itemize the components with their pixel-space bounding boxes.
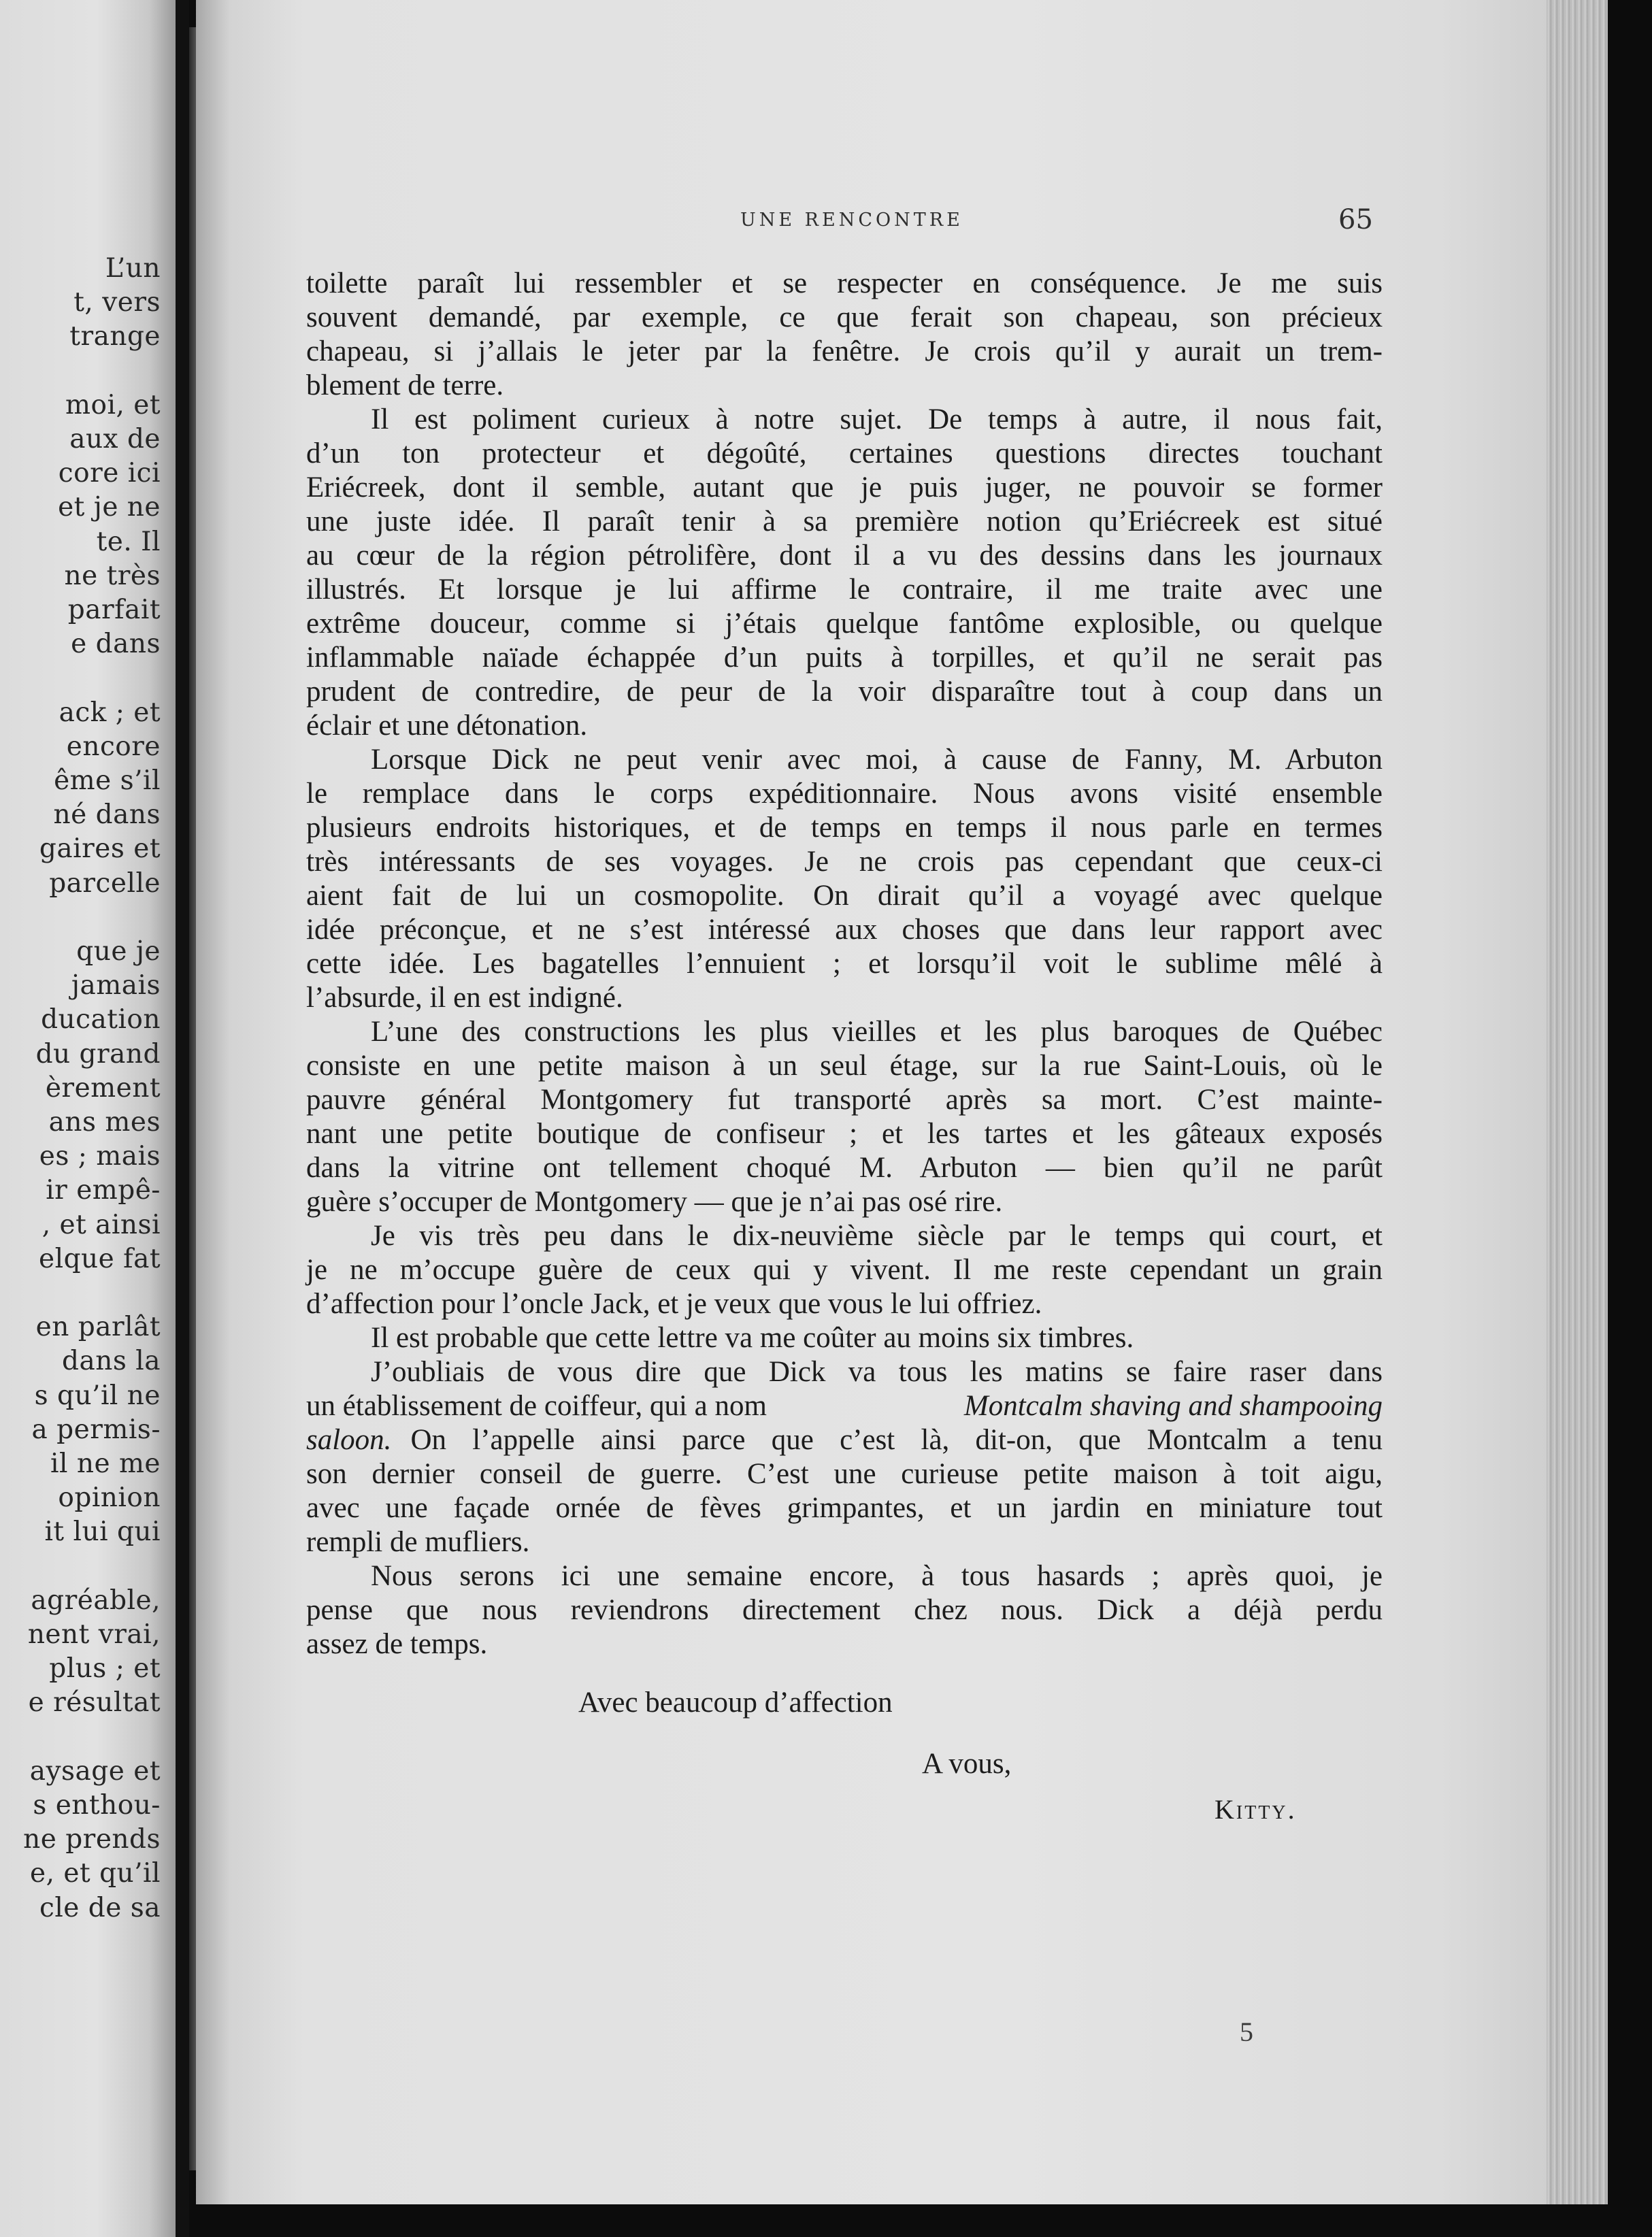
facing-page-line-fragment: parcelle <box>49 868 161 899</box>
facing-page-line-fragment: ack ; et <box>59 697 161 728</box>
facing-page-line-fragment: ême s’il <box>54 765 161 796</box>
facing-page-line-fragment: aux de <box>69 424 161 454</box>
letter-signature: Kitty. <box>1215 1794 1297 1825</box>
text-line: pense que nous reviendrons directement chez nous. Dick a déjà perdu <box>306 1594 1383 1626</box>
facing-page-line-fragment: e, et qu’il <box>30 1858 161 1889</box>
facing-page-line-fragment: encore <box>66 731 161 762</box>
facing-page-line-fragment: en parlât <box>35 1312 161 1342</box>
text-line: Eriécreek, dont il semble, autant que je puis juger, ne pouvoir se former <box>306 471 1383 503</box>
text-line: inflammable naïade échappée d’un puits à torpilles, et qu’il ne serait pas <box>306 642 1383 674</box>
text-line: J’oubliais de vous dire que Dick va tous les matins se faire raser dans <box>371 1356 1383 1388</box>
facing-page-line-fragment: plus ; et <box>49 1653 161 1684</box>
facing-page-line-fragment: dans la <box>62 1346 161 1376</box>
text-line: pauvre général Montgomery fut transporté après sa mort. C’est mainte- <box>306 1084 1383 1116</box>
text-line: rempli de mufliers. <box>306 1526 530 1558</box>
text-line: l’absurde, il en est indigné. <box>306 982 623 1014</box>
facing-page-line-fragment: il ne me <box>50 1448 161 1479</box>
running-title: UNE RENCONTRE <box>740 210 963 231</box>
facing-page-line-fragment: cle de sa <box>39 1893 161 1923</box>
text-segment: un établissement de coiffeur, qui a nom <box>306 1390 767 1422</box>
page-stack-edge <box>1547 0 1608 2204</box>
text-line: avec une façade ornée de fèves grimpantes, et un jardin en miniature tout <box>306 1492 1383 1524</box>
text-line: toilette paraît lui ressembler et se respecter en conséquence. Je me suis <box>306 267 1383 299</box>
text-line: cette idée. Les bagatelles l’ennuient ; et lorsqu’il voit le sublime mêlé à <box>306 948 1383 980</box>
text-line: aient fait de lui un cosmopolite. On dirait qu’il a voyagé avec quelque <box>306 880 1383 912</box>
letter-salutation: Avec beaucoup d’affection <box>578 1687 893 1719</box>
facing-page-line-fragment: parfait <box>67 595 161 625</box>
facing-page-line-fragment: s qu’il ne <box>34 1380 161 1411</box>
text-line: consiste en une petite maison à un seul étage, sur la rue Saint-Louis, où le <box>306 1050 1383 1082</box>
shop-name-italic: saloon. <box>306 1424 392 1456</box>
text-line: idée préconçue, et ne s’est intéressé aux choses que dans leur rapport avec <box>306 914 1383 946</box>
facing-page-line-fragment: ir empê- <box>46 1175 161 1206</box>
facing-page-line-fragment: gaires et <box>39 833 161 864</box>
text-line: souvent demandé, par exemple, ce que ferait son chapeau, son précieux <box>306 301 1383 333</box>
facing-page-line-fragment: nent vrai, <box>27 1619 161 1650</box>
book-gutter <box>176 0 189 2237</box>
signature-mark: 5 <box>1240 2017 1253 2047</box>
facing-page-line-fragment: ne prends <box>23 1824 161 1855</box>
text-line: blement de terre. <box>306 369 504 401</box>
facing-page-line-fragment: agréable, <box>31 1585 161 1616</box>
facing-page-line-fragment: jamais <box>71 970 161 1001</box>
text-line: d’affection pour l’oncle Jack, et je veux que vous le lui offriez. <box>306 1288 1042 1320</box>
page-number: 65 <box>1338 204 1373 235</box>
text-line: nant une petite boutique de confiseur ; et les tartes et les gâteaux exposés <box>306 1118 1383 1150</box>
text-line: illustrés. Et lorsque je lui affirme le contraire, il me traite avec une <box>306 574 1383 606</box>
facing-page-line-fragment: core ici <box>58 458 161 488</box>
facing-page-line-fragment: èrement <box>45 1073 161 1104</box>
facing-page-line-fragment: te. Il <box>96 527 161 557</box>
text-line: chapeau, si j’allais le jeter par la fenêtre. Je crois qu’il y aurait un trem- <box>306 335 1383 367</box>
text-line-mixed <box>306 1389 1383 1423</box>
facing-page-line-fragment: et je ne <box>58 492 161 523</box>
text-line: Lorsque Dick ne peut venir avec moi, à cause de Fanny, M. Arbuton <box>371 744 1383 776</box>
facing-page-line-fragment: it lui qui <box>44 1517 161 1547</box>
text-line: extrême douceur, comme si j’étais quelque fantôme explosible, ou quelque <box>306 608 1383 640</box>
facing-page-line-fragment: né dans <box>53 799 161 830</box>
text-segment: On l’appelle ainsi parce que c’est là, dit-on, que Montcalm a tenu <box>410 1424 1383 1456</box>
facing-page-line-fragment: e dans <box>71 629 161 659</box>
facing-page-line-fragment: opinion <box>58 1482 161 1513</box>
text-line: très intéressants de ses voyages. Je ne crois pas cependant que ceux-ci <box>306 846 1383 878</box>
text-line: Nous serons ici une semaine encore, à tous hasards ; après quoi, je <box>371 1560 1383 1592</box>
facing-page-line-fragment: e résultat <box>28 1687 161 1718</box>
text-line: prudent de contredire, de peur de la voir disparaître tout à coup dans un <box>306 676 1383 708</box>
shop-name-italic: Montcalm shaving and shampooing <box>963 1390 1383 1422</box>
facing-page-line-fragment: que je <box>76 936 161 967</box>
text-line: son dernier conseil de guerre. C’est une curieuse petite maison à toit aigu, <box>306 1458 1383 1490</box>
facing-page-line-fragment: , et ainsi <box>42 1210 161 1240</box>
text-line: L’une des constructions les plus vieilles et les plus baroques de Québec <box>371 1016 1383 1048</box>
facing-page-line-fragment: a permis- <box>31 1414 161 1445</box>
facing-page-line-fragment: L’un <box>105 253 161 284</box>
text-line: dans la vitrine ont tellement choqué M. Arbuton — bien qu’il ne parût <box>306 1152 1383 1184</box>
text-line-mixed <box>306 1423 1383 1457</box>
facing-page-line-fragment: aysage et <box>29 1756 161 1787</box>
letter-to-you: A vous, <box>922 1748 1012 1780</box>
facing-page-line-fragment: du grand <box>35 1039 161 1070</box>
facing-page-line-fragment: trange <box>69 321 161 352</box>
text-line: éclair et une détonation. <box>306 710 588 742</box>
text-line: Il est poliment curieux à notre sujet. De temps à autre, il nous fait, <box>371 403 1383 435</box>
facing-page-line-fragment: elque fat <box>39 1244 161 1274</box>
text-line: Il est probable que cette lettre va me coûter au moins six timbres. <box>371 1322 1134 1354</box>
facing-page-line-fragment: ducation <box>41 1004 161 1035</box>
page-edge-shadow <box>1608 0 1652 2237</box>
text-line: je ne m’occupe guère de ceux qui y vivent. Il me reste cependant un grain <box>306 1254 1383 1286</box>
text-line: guère s’occuper de Montgomery — que je n’ai pas osé rire. <box>306 1186 1003 1218</box>
facing-page-line-fragment: ne très <box>64 561 161 591</box>
facing-page-line-fragment: moi, et <box>65 390 161 420</box>
text-line: plusieurs endroits historiques, et de temps en temps il nous parle en termes <box>306 812 1383 844</box>
text-line: assez de temps. <box>306 1628 488 1660</box>
text-line: une juste idée. Il paraît tenir à sa première notion qu’Eriécreek est situé <box>306 506 1383 537</box>
text-line: au cœur de la région pétrolifère, dont il a vu des dessins dans les journaux <box>306 540 1383 571</box>
facing-page-line-fragment: s enthou- <box>33 1790 161 1821</box>
facing-page-line-fragment: ans mes <box>48 1107 161 1138</box>
facing-page-line-fragment: t, vers <box>73 287 161 318</box>
facing-page-left <box>0 0 176 2237</box>
text-line: d’un ton protecteur et dégoûté, certaines questions directes touchant <box>306 437 1383 469</box>
facing-page-line-fragment: es ; mais <box>39 1141 161 1172</box>
text-line: Je vis très peu dans le dix-neuvième siècle par le temps qui court, et <box>371 1220 1383 1252</box>
text-line: le remplace dans le corps expéditionnaire. Nous avons visité ensemble <box>306 778 1383 810</box>
